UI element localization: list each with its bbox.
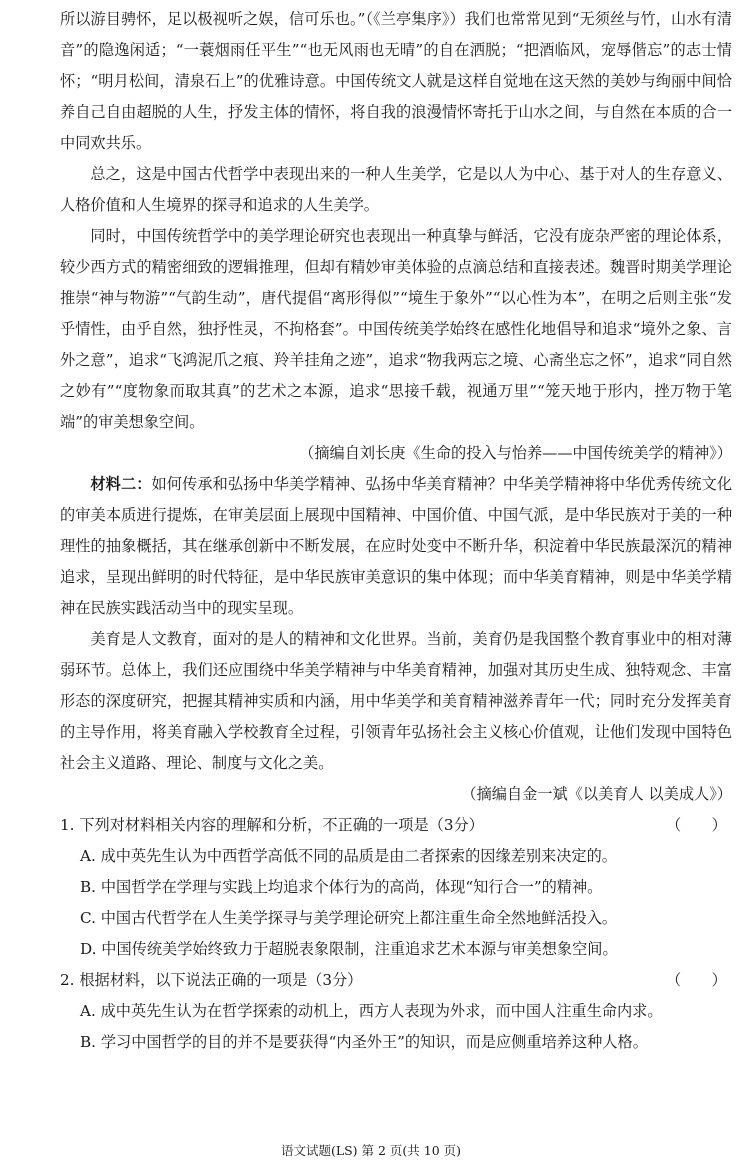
question-1-stem: 1. 下列对材料相关内容的理解和分析，不正确的一项是（3分） [60,816,484,834]
question-1-option-c: C. 中国古代哲学在人生美学探寻与美学理论研究上都注重生命全然地鲜活投入。 [80,909,618,927]
paragraph-aesthetic-education: 美育是人文教育，面对的是人的精神和文化世界。当前，美育仍是我国整个教育事业中的相对薄弱环节。总体上，我们还应围绕中华美学精神与中华美育精神，加强对其历史生成、独特观念、丰富形态的深度研究，把握其精神实质和内涵，用中华美学和美育精神滋养青年一代；同时充分发挥美育的主导作用，将美育融入学校教育全过程，引领青年弘扬社会主义核心价值观，让他们发现中国特色社会主义道路、理论、制度与文化之美。 [60,630,732,772]
paragraph-summary: 总之，这是中国古代哲学中表现出来的一种人生美学，它是以人为中心、基于对人的生存意义、人格价值和人生境界的探寻和追求的人生美学。 [60,165,732,214]
paragraph-aesthetic-theory: 同时，中国传统哲学中的美学理论研究也表现出一种真挚与鲜活，它没有庞杂严密的理论体系，较少西方式的精密细致的逻辑推理，但却有精妙审美体验的点滴总结和直接表述。魏晋时期美学理论推崇“神与物游”“气韵生动”，唐代提倡“离形得似”“境生于象外”“以心性为本”，在明之后则主张“发乎情性，由乎自然，独抒性灵，不拘格套”。中国传统美学始终在感性化地倡导和追求“境外之象、言外之意”，追求“飞鸿泥爪之痕、羚羊挂角之迹”，追求“物我两忘之境、心斋坐忘之怀”，追求“同自然之妙有”“度物象而取其真”的艺术之本源，追求“思接千载，视通万里”“笼天地于形内，挫万物于笔端”的审美想象空间。 [60,227,732,431]
material-two-label: 材料二： [90,475,152,493]
question-2 [60,965,732,1058]
question-1-option-b: B. 中国哲学在学理与实践上均追求个体行为的高尚，体现“知行合一”的精神。 [80,878,603,896]
question-2-option-a: A. 成中英先生认为在哲学探索的动机上，西方人表现为外求，而中国人注重生命内求。 [80,1002,663,1020]
question-1-option-a: A. 成中英先生认为中西哲学高低不同的品质是由二者探索的因缘差别来决定的。 [80,847,617,865]
question-2-answer-blank: （ ） [666,971,727,989]
question-2-option-b: B. 学习中国哲学的目的并不是要获得“内圣外王”的知识，而是应侧重培养这种人格。 [80,1033,648,1051]
question-1-option-d: D. 中国传统美学始终致力于超脱表象限制，注重追求艺术本源与审美想象空间。 [80,940,618,958]
page-footer: 语文试题(LS) 第 2 页(共 10 页) [280,1143,462,1158]
question-1 [60,810,732,965]
exam-page [60,4,733,1058]
source-citation-2: （摘编自金一斌《以美育人 以美成人》） [461,785,732,803]
material-two-text: 如何传承和弘扬中华美学精神、弘扬中华美育精神？中华美学精神将中华优秀传统文化的审美本质进行提炼，在审美层面上展现中国精神、中国价值、中国气派，是中华民族对于美的一种理性的抽象概括，其在继承创新中不断发展，在应时处变中不断升华，积淀着中华民族最深沉的精神追求，呈现出鲜明的时代特征，是中华民族审美意识的集中体现；而中华美育精神，则是中华美学精神在民族实践活动当中的现实呈现。 [60,475,733,617]
source-citation-1: （摘编自刘长庚《生命的投入与怡养——中国传统美学的精神》） [299,444,732,462]
question-1-answer-blank: （ ） [666,816,727,834]
paragraph-material-two [60,469,732,624]
paragraph-lanting: 所以游目骋怀，足以极视听之娱，信可乐也。”（《兰亭集序》）我们也常常见到“无须丝与竹，山水有清音”的隐逸闲适；“一蓑烟雨任平生”“也无风雨也无晴”的自在洒脱；“把酒临风，宠辱偕忘”的志士情怀；“明月松间，清泉石上”的优雅诗意。中国传统文人就是这样自觉地在这天然的美妙与绚丽中间恰养自己自由超脱的人生，抒发主体的情怀，将自我的浪漫情怀寄托于山水之间，与自然在本质的合一中同欢共乐。 [60,10,732,152]
question-2-stem: 2. 根据材料，以下说法正确的一项是（3分） [60,971,363,989]
